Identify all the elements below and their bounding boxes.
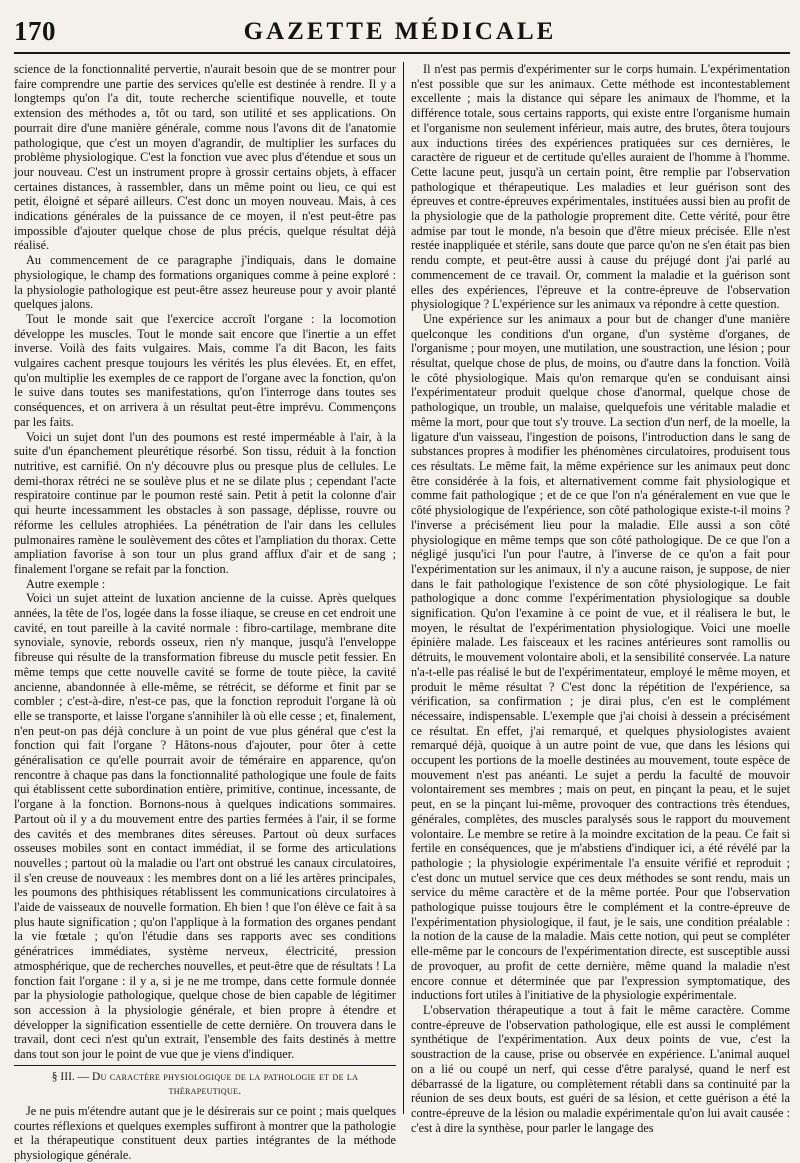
header-rule <box>14 52 790 54</box>
section-rule <box>14 1065 396 1066</box>
section-heading <box>14 1070 396 1098</box>
page-header <box>0 0 800 58</box>
paragraph: L'observation thérapeutique a tout à fait le même caractère. Comme contre-épreuve de l'observation pathologique, elle est aussi le complément synthétique de l'expérimentation. Aux deux points de vue, c'est la soustraction de la cause, prise ou observée en expérience. L'animal auquel on a lié ou coupé un nerf, qui cesse d'être paralysé, quand le nerf est débarrassé de la ligature, ou complètement rétabli dans sa continuité par la réunion de ses deux bouts, est guéri de sa lésion, et cette guérison a été la contre-épreuve de la lésion ou maladie expérimentale qu'on lui avait causée : c'est à dire la synthèse, pour parler le langage des <box>411 1003 790 1135</box>
paragraph: science de la fonctionnalité pervertie, n'aurait besoin que de se montrer pour faire comprendre une partie des services qu'elle est destinée à rendre. Il y a longtemps qu'on l'a dit, toute recherche scientifique nouvelle, et toute extension des méthodes a, tôt ou tard, son utilité et ses applications. On pourrait dire d'une manière générale, comme nous l'avons dit de l'anatomie pathologique, que c'est un moyen d'agrandir, de multiplier les surfaces du problème physiologique. C'est la fonction vue avec plus d'étendue et sous un jour nouveau. C'est un instrument propre à grossir certains objets, à effacer certaines distances, à rassembler, dans un même point ou lieu, ce qui est petit, éloigné et séparé ailleurs. C'est donc un moyen nouveau. Mais, à ces indications générales de la puissance de ce moyen, il n'est peut-être pas impossible d'ajouter quelque chose de plus précis, quelque résultat déjà réalisé. <box>14 62 396 253</box>
paragraph: Une expérience sur les animaux a pour but de changer d'une manière quelconque les conditions d'un organe, d'un système d'organes, de l'organisme ; pour moyen, une mutilation, une soustraction, une lésion ; pour résultat, quelque chose de plus, de moins, ou d'autre dans la fonction. Voilà le côté physiologique. Mais qu'on remarque qu'en se conduisant ainsi l'expérimentateur produit quelque chose d'anormal, quelque chose de pathologique, un trouble, un malaise, quelquefois une véritable maladie et même la mort, pour que tout s'y trouve. La section d'un nerf, de la moelle, la ligature d'un vaisseau, l'ingestion de poisons, l'introduction dans le sang de substances propres à modifier les phénomènes circulatoires, produisent tous ces résultats. Le même fait, la même expérience sur les animaux peut donc être considérée à la fois, et alternativement comme fait physiologique et comme fait pathologique ; et de ce que l'on n'a généralement en vue que le côté physiologique de l'expérience, son côté pathologique existe-t-il moins ? l'inverse a précisément lieu pour la maladie. Elle aussi a son côté physiologique en même temps que son côté pathologique. De ce que l'on a négligé jusqu'ici l'un pour l'autre, à l'inverse de ce qu'on a fait pour l'expérimentation sur les animaux, il n'y a aucune raison, je suppose, de nier dans le fait pathologique l'existence de son côté physiologique. Le fait pathologique a donc comme l'expérimentation physiologique sa double signification. Qu'on l'examine à ce point de vue, et il réalisera le but, le moyen, le résultat de l'expérimentation physiologique. Voici une moelle épinière malade. Les faisceaux et les racines antérieures sont ramollis ou détruits, le mouvement volontaire aboli, et la sensibilité conservée. La nature n'a-t-elle pas réalisé le but de l'expérimentateur, employé le même moyen, et produit le même résultat ? C'est donc la répétition de l'expérience, sa vérification, sa confirmation ; je dirai plus, c'en est le complément nécessaire, indispensable. L'exemple que j'ai choisi à dessein a précisément ce résultat. En effet, j'ai remarqué, et quelques physiologistes avaient remarqué déjà, quoique à un autre point de vue, que dans les lésions qui occupent les portions de la moelle destinées au mouvement, toute espèce de mouvement n'est pas anéanti. Le sujet a perdu la faculté de mouvoir volontairement ses membres ; mais on peut, en pinçant la peau, et le sujet peut, en se la pinçant lui-même, provoquer des contractions très étendues, générales, complètes, des muscles paralysés sous le rapport du mouvement volontaire. Le membre se retire à la moindre excitation de la peau. Ce fait si fertile en conséquences, que je m'abstiens d'indiquer ici, a été révélé par la pathologie ; la physiologie expérimentale l'a ensuite vérifié et reproduit ; c'est donc un mutuel service que ces deux méthodes se sont rendu, mais un service du même caractère et de la même portée. Pour que l'observation pathologique puisse toujours être le complément et la contre-épreuve de l'expérimentation physiologique, il faut, je le sais, une condition préalable : la notion de la cause de la maladie. Mais cette notion, qui peut se compléter elle-même par le concours de l'expérimentation directe, est susceptible aussi de provoquer, au profit de cette dernière, même quand la maladie n'est encore connue et déterminée que par l'expression symptomatique, des inductions fort utiles à l'initiative de la physiologie expérimentale. <box>411 311 790 1003</box>
paragraph: Il n'est pas permis d'expérimenter sur le corps humain. L'expérimentation n'est possible que sur les animaux. Cette méthode est incontestablement excellente ; mais la distance qui sépare les animaux de l'homme, et la différence totale, sous certains rapports, qui existe entre l'organisme humain et l'organisme non seulement inférieur, mais autre, des brutes, ôtera toujours aux inductions tirées des expériences pratiquées sur ces dernières, le caractère de rigueur et de certitude qu'elles auraient de l'homme à l'homme. Cette lacune peut, jusqu'à un certain point, être remplie par l'observation pathologique et thérapeutique. Les maladies et leur guérison sont des épreuves et contre-épreuves expérimentales, instituées aussi bien au profit de la physiologie que de la pathologie proprement dite. Cette vérité, pour être admise par tout le monde, n'a besoin que d'être mieux précisée. Elle n'est restée inappliquée et stérile, sans doute que parce qu'on ne s'en était pas bien rendu compte, et peut-être aussi à cause du préjugé dont j'ai parlé au commencement de ce travail. Or, comment la maladie et la guérison sont elles des expériences, l'épreuve et la contre-épreuve de l'observation physiologique ? L'expérience sur les animaux va répondre à cette question. <box>411 62 791 312</box>
paragraph: Voici un sujet dont l'un des poumons est resté imperméable à l'air, à la suite d'un épanchement pleurétique résorbé. Son tissu, réduit à la fonction nutritive, est carnifié. On n'y découvre plus ou presque plus de cellules. Le demi-thorax rétréci ne se soulève plus et ne se dilate plus ; cependant l'acte respiratoire continue par le poumon resté sain. Petit à petit la colonne d'air qui heurte incessamment les obstacles à son passage, déplisse, rouvre ou réforme les cellules atrophiées. La pénétration de l'air dans les cellules pulmonaires ramène le soulèvement des côtes et l'ampliation du thorax. Cette ampliation favorise à son tour un plus grand afflux d'air et de sang ; finalement l'organe se refait par la fonction. <box>14 429 396 576</box>
paragraph: Voici un sujet atteint de luxation ancienne de la cuisse. Après quelques années, la tête de l'os, logée dans la fosse iliaque, se creuse en cet endroit une cavité, en tout pareille à la cavité normale : fibro-cartilage, membrane dite synoviale, synovie, rebords osseux, rien n'y manque, jusqu'à l'enveloppe fibreuse qui résulte de la transformation fibreuse du muscle petit fessier. En même temps que cette nouvelle cavité se forme de toute pièce, la cavité ancienne, abandonnée à elle-même, se rétrécit, se déforme et finit par se combler ; c'est-à-dire, n'est-ce pas, que la fonction reproduit l'organe là où elle se transporte, et laisse l'organe s'annihiler là où elle cesse ; et, finalement, n'en peut-on pas déjà conclure à un point de vue plus général que c'est la fonction qui fait l'organe ? Hâtons-nous d'ajouter, pour ôter à cette généralisation ce qu'elle pourrait avoir de téméraire en apparence, qu'on rencontre à chaque pas dans la fonctionnalité pathologique une foule de faits qui établissent cette subordination entière, primitive, continue, incessante, de l'organe à la fonction. Bornons-nous à quelques indications sommaires. Partout où il y a du mouvement entre des parties fermées à l'air, il se forme des cavités et des membranes dites séreuses. Partout où deux surfaces osseuses mobiles sont en contact immédiat, il se forme des articulations nouvelles ; partout où la maladie ou l'art ont obstrué les canaux circulatoires, il s'en creuse de nouveaux : les membres dont on a lié les artères principales, les poumons des phthisiques rétablissent les communications circulatoires à l'aide de vaisseaux de nouvelle formation. Eh bien ! que l'on élève ce fait à sa plus haute signification ; qu'on l'applique à la formation des organes pendant la vie fœtale ; qu'on l'étudie dans ses rapports avec ses conditions génératrices immédiates, système nerveux, électricité, pression atmosphérique, que de recherches nouvelles, et peut-être que de résultats ! La fonction fait l'organe : il y a, si je ne me trompe, dans cette formule donnée par la physiologie pathologique, quelque chose de bien capable de légitimer son accession à la physiologie générale, et bien propre à étendre et développer la signification essentielle de cette dernière. On trouvera dans le travail, dont ceci n'est qu'un extrait, l'ensemble des faits destinés à mettre dans tout son jour le point de vue que je viens d'indiquer. <box>14 591 396 1062</box>
right-column <box>411 62 791 1135</box>
paragraph: Je ne puis m'étendre autant que je le désirerais sur ce point ; mais quelques courtes réflexions et quelques exemples suffiront à montrer que la pathologie et la thérapeutique constituent deux parties intégrantes de la méthode physiologique générale. <box>14 1103 396 1162</box>
journal-title: GAZETTE MÉDICALE <box>243 18 557 45</box>
column-divider <box>403 62 404 1114</box>
paragraph: Au commencement de ce paragraphe j'indiquais, dans le domaine physiologique, le champ des formations organiques comme à peine exploré : la physiologie pathologique est peut-être assez heureuse pour y avoir planté quelques jalons. <box>14 253 396 312</box>
paragraph: Autre exemple : <box>26 576 106 591</box>
left-column <box>14 62 396 1162</box>
paragraph: Tout le monde sait que l'exercice accroît l'organe : la locomotion développe les muscles. Tout le monde sait encore que l'inertie a un effet inverse. Voilà des faits vulgaires. Mais, comme l'a dit Bacon, les faits vulgaires cachent presque toujours les vérités les plus élevées. Et, en effet, qu'on multiplie les exemples de ce rapport de l'organe avec la fonction, qu'on le suive dans toutes ses manifestations, qu'on l'interroge dans toutes ses conséquences, et on arrivera à un résultat peut-être imprévu. Commençons par les faits. <box>14 311 396 429</box>
section-number: § III. — <box>51 1070 90 1083</box>
section-title: Du caractère physiologique de la pathologie et de la thérapeutique. <box>92 1070 359 1097</box>
page-number: 170 <box>14 16 56 46</box>
